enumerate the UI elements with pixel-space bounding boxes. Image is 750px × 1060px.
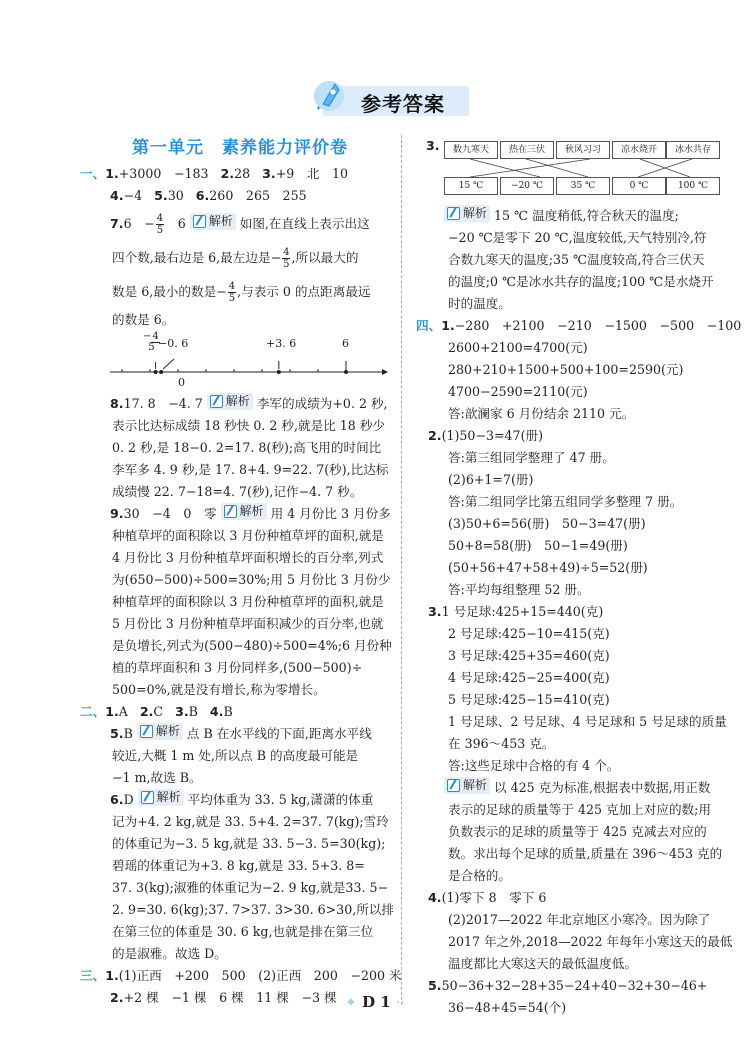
analysis-label xyxy=(137,723,183,740)
q7-line-4: 的数是 6。 xyxy=(112,312,175,327)
answer-banner xyxy=(323,86,469,116)
question-number: 5. xyxy=(154,188,168,203)
answer: 30 −4 0 零 xyxy=(123,506,217,521)
answer-line: 答:平均每组整理 52 册。 xyxy=(448,582,590,597)
explanation-line: 负数表示的足球的质量等于 425 克减去对应的 xyxy=(448,824,707,839)
right-column xyxy=(416,135,742,1019)
analysis-label-text: 解析 xyxy=(155,724,180,738)
explanation-line: 2. 9=30. 6(kg);37. 7>37. 3>30. 6>30,所以排 xyxy=(112,902,394,917)
section-marker: 一、 xyxy=(80,166,106,181)
answer-line: 温度都比大寒这天的最低温度低。 xyxy=(448,956,637,971)
answer: +3000 −183 xyxy=(118,166,209,181)
page-number: D 1 xyxy=(362,993,391,1011)
minus-sign: − xyxy=(143,331,152,342)
numerator: 4 xyxy=(156,213,164,224)
answer-line: 280+210+1500+500+100=2590(元) xyxy=(448,362,684,377)
explanation-text: 李军的成绩为+0. 2 秒, xyxy=(256,396,388,411)
q9-line-1 xyxy=(92,503,391,525)
answer-line: 答:第三组同学整理了 47 册。 xyxy=(448,450,615,465)
explanation-line: 李军多 4. 9 秒,是 17. 8+4. 9=22. 7(秒),比达标 xyxy=(112,462,389,477)
explanation-text: ,与表示 0 的点距离最远 xyxy=(237,284,371,299)
answer: 6 − xyxy=(123,216,155,231)
explanation-line: 种植草坪的面积除以 3 月份种植草坪的面积,就是 xyxy=(112,528,384,543)
unit-title: 第一单元 素养能力评价卷 xyxy=(132,138,348,158)
explanation-line: 较近,大概 1 m 处,所以点 B 的高度最可能是 xyxy=(112,748,359,763)
answer-line: (50+56+47+58+49)÷5=52(册) xyxy=(448,560,648,575)
explanation-line: 表示比达标成绩 18 秒快 0. 2 秒,就是比 18 秒少 xyxy=(112,418,386,433)
explanation-text: 点 B 在水平线的下面,距离水平线 xyxy=(186,726,372,741)
match-top-box: 冰水共存 xyxy=(666,141,720,159)
fraction xyxy=(156,213,164,236)
question-number: 9. xyxy=(110,506,124,521)
answer: −4 xyxy=(123,188,143,203)
match-line xyxy=(638,159,692,177)
q7-line-1 xyxy=(92,207,388,241)
q5-line-1 xyxy=(92,723,388,745)
section-3-line-1 xyxy=(80,965,402,987)
answer: +9 北 10 xyxy=(275,166,349,181)
match-bottom-box: 0 ℃ xyxy=(612,177,666,195)
analysis-label-text: 解析 xyxy=(239,504,264,518)
analysis-label xyxy=(221,503,267,520)
q3-analysis-line-1 xyxy=(428,777,720,799)
question-number: 2. xyxy=(139,704,154,719)
analysis-label-text: 解析 xyxy=(208,214,233,228)
explanation-line: 的温度;0 ℃是冰水共存的温度;100 ℃是水烧开 xyxy=(448,274,714,289)
answer: 260 265 255 xyxy=(209,188,307,203)
page-footer xyxy=(0,993,750,1011)
section-marker: 四、 xyxy=(416,318,442,333)
explanation-line: 0. 2 秒,是 18−0. 2=17. 8(秒);高飞用的时间比 xyxy=(112,440,382,455)
explanation-text: 用 4 月份比 3 月份多 xyxy=(270,506,391,521)
answer-line: 36−48+45=54(个) xyxy=(448,1000,567,1015)
match-top-box: 凉水烧开 xyxy=(612,141,666,159)
analysis-label xyxy=(190,213,236,230)
answer: 50−36+32−28+35−24+40−32+30−46+ xyxy=(441,978,708,993)
q7-line-3 xyxy=(92,275,388,309)
analysis-label-text: 解析 xyxy=(156,790,181,804)
question-number: 2. xyxy=(220,166,235,181)
matching-figure xyxy=(428,135,720,205)
explanation-line: 成绩慢 22. 7−18=4. 7(秒),记作−4. 7 秒。 xyxy=(112,484,363,499)
answer-line: 答:第二组同学比第五组同学多整理 7 册。 xyxy=(448,494,683,509)
q7-line-2 xyxy=(92,241,388,275)
answer: 28 xyxy=(234,166,251,181)
answer: 30 xyxy=(167,188,184,203)
answer: 1 号足球:425+15=440(克) xyxy=(441,604,604,619)
section-1-line-2 xyxy=(92,185,388,207)
pen-icon xyxy=(224,505,237,518)
question-number: 8. xyxy=(110,396,124,411)
answer-line: (2)6+1=7(册) xyxy=(448,472,534,487)
left-column xyxy=(80,135,402,1009)
fraction xyxy=(228,281,236,304)
match-bottom-box: −20 ℃ xyxy=(500,177,554,195)
explanation-line: 在第三位的体重是 30. 6 kg,也就是排在第三位 xyxy=(112,924,374,939)
explanation-line: 碧瑶的体重记为+3. 8 kg,就是 33. 5+3. 8= xyxy=(112,858,365,873)
question-number: 2. xyxy=(428,428,442,443)
match-top-box: 秋风习习 xyxy=(556,141,610,159)
point-neg-4-5 xyxy=(154,370,158,374)
pen-icon xyxy=(210,395,223,408)
numerator: 4 xyxy=(152,331,159,342)
q6-line-1 xyxy=(92,789,388,811)
answer-line: 答:这些足球中合格的有 4 个。 xyxy=(448,758,620,773)
pen-icon xyxy=(140,725,153,738)
answer-line: 2600+2100=4700(元) xyxy=(448,340,588,355)
explanation-line: 种植草坪的面积除以 3 月份种植草坪的面积,就是 xyxy=(112,594,384,609)
match-top-box: 热在三伏 xyxy=(500,141,554,159)
question-number: 4. xyxy=(110,188,124,203)
explanation-line: 记为+4. 2 kg,就是 33. 5+4. 2=37. 7(kg);雪玲 xyxy=(112,814,389,829)
question-number: 5. xyxy=(428,978,442,993)
section-4-q2 xyxy=(428,425,720,447)
numerator: 4 xyxy=(228,281,236,292)
q8-line-1 xyxy=(92,393,388,415)
label-neg-0-6: −0. 6 xyxy=(158,337,189,350)
section-4-q1 xyxy=(416,315,742,337)
answer: 6 xyxy=(165,216,186,231)
pen-icon xyxy=(141,791,154,804)
question-number: 6. xyxy=(195,188,210,203)
section-2-line-1 xyxy=(80,701,388,723)
explanation-line: 的是淑雅。故选 D。 xyxy=(112,946,227,961)
answer: +2 棵 −1 棵 6 棵 11 棵 −3 棵 xyxy=(123,990,337,1005)
explanation-line: 4 月份比 3 月份种植草坪面积增长的百分率,列式 xyxy=(112,550,384,565)
analysis-label-text: 解析 xyxy=(463,778,488,792)
answer-line: 4700−2590=2110(元) xyxy=(448,384,588,399)
answer-line: (2)2017—2022 年北京地区小寒冷。因为除了 xyxy=(448,912,711,927)
explanation-line: 500=0%,就是没有增长,称为零增长。 xyxy=(112,682,326,697)
pen-icon xyxy=(447,207,460,220)
pen-icon xyxy=(193,215,206,228)
fraction xyxy=(282,247,290,270)
explanation-text: ,所以最大的 xyxy=(291,250,359,265)
axis-arrow xyxy=(382,369,388,375)
answer: B xyxy=(123,726,133,741)
page-title: 参考答案 xyxy=(361,92,445,116)
section-4-q3 xyxy=(428,601,720,623)
explanation-line: 合数九寒天的温度;35 ℃温度较高,符合三伏天 xyxy=(448,252,705,267)
pen-icon xyxy=(447,779,460,792)
section-marker: 二、 xyxy=(80,704,106,719)
column-divider xyxy=(401,135,402,1005)
explanation-line: 的体重记为−3. 5 kg,就是 33. 5−3. 5=30(kg); xyxy=(112,836,386,851)
label-3-6: +3. 6 xyxy=(266,337,297,350)
explanation-text: 四个数,最右边是 6,最左边是− xyxy=(112,250,282,265)
analysis-label-text: 解析 xyxy=(463,206,488,220)
explanation-text: 15 ℃ 温度稍低,符合秋天的温度; xyxy=(494,208,679,223)
number-line-figure xyxy=(92,331,388,393)
answer-line: 50+8=58(册) 50−1=49(册) xyxy=(448,538,628,553)
explanation-line: 5 月份比 3 月份种植草坪面积减少的百分率,也就 xyxy=(112,616,384,631)
explanation-text: 平均体重为 33. 5 kg,潇潇的体重 xyxy=(187,792,374,807)
answer: (1)50−3=47(册) xyxy=(441,428,543,443)
answer: (1)正西 +200 500 (2)正西 200 −200 米 xyxy=(118,968,402,983)
section-marker: 三、 xyxy=(80,968,106,983)
denominator: 5 xyxy=(148,342,155,353)
answer-line: 答:歆澜家 6 月份结余 2110 元。 xyxy=(448,406,635,421)
question-number: 1. xyxy=(105,968,119,983)
question-number: 2. xyxy=(110,990,124,1005)
explanation-line: 为(650−500)÷500=30%;用 5 月份比 3 月份少 xyxy=(112,572,391,587)
answer: D xyxy=(123,792,134,807)
answer: B xyxy=(223,704,233,719)
explanation-line: 数。求出每个足球的质量,质量在 396～453 克的 xyxy=(448,846,723,861)
question-number: 3. xyxy=(262,166,276,181)
analysis-label xyxy=(444,777,490,794)
question-number: 4. xyxy=(209,704,224,719)
denominator: 5 xyxy=(283,259,290,270)
point-neg-0-6 xyxy=(159,370,163,374)
analysis-label xyxy=(138,789,184,806)
answer: −280 +2100 −210 −1500 −500 −100 xyxy=(454,318,742,333)
answer: A xyxy=(118,704,128,719)
answer-line: 1 号足球、2 号足球、4 号足球和 5 号足球的质量 xyxy=(448,714,727,729)
answer-line: 2 号足球:425−10=415(克) xyxy=(448,626,610,641)
answer: 17. 8 −4. 7 xyxy=(123,396,203,411)
answer: (1)零下 8 零下 6 xyxy=(441,890,547,905)
question-number: 4. xyxy=(428,890,442,905)
explanation-text: 以 425 克为标准,根据表中数据,用正数 xyxy=(494,780,711,795)
explanation-line: −1 m,故选 B。 xyxy=(112,770,202,785)
answer: B xyxy=(188,704,198,719)
explanation-text: 数是 6,最小的数是− xyxy=(112,284,227,299)
question-number: 3. xyxy=(175,704,189,719)
answer-line: (3)50+6=56(册) 50−3=47(册) xyxy=(448,516,646,531)
question-number: 6. xyxy=(110,792,124,807)
question-number: 3. xyxy=(428,604,442,619)
match-top-box: 数九寒天 xyxy=(444,141,498,159)
point-6 xyxy=(344,370,348,374)
explanation-text: 如图,在直线上表示出这 xyxy=(239,216,370,231)
match-line xyxy=(526,159,588,177)
answer-line: 3 号足球:425+35=460(克) xyxy=(448,648,610,663)
question-number: 3. xyxy=(426,138,440,153)
question-number: 5. xyxy=(110,726,124,741)
match-bottom-box: 35 ℃ xyxy=(556,177,610,195)
denominator: 5 xyxy=(228,293,236,304)
section-1-line-1 xyxy=(80,163,388,185)
question-number: 1. xyxy=(105,166,119,181)
explanation-line: −20 ℃是零下 20 ℃,温度较低,天气特别冷,符 xyxy=(448,230,707,245)
answer-line: 5 号足球:425−15=410(克) xyxy=(448,692,610,707)
denominator: 5 xyxy=(156,225,164,236)
rocket-icon xyxy=(309,74,349,114)
label-6: 6 xyxy=(342,337,349,350)
sparkle-icon: ✦ xyxy=(345,995,357,1011)
explanation-line: 表示的足球的质量等于 425 克加上对应的数;用 xyxy=(448,802,711,817)
numerator: 4 xyxy=(283,247,290,258)
point-3-6 xyxy=(277,370,281,374)
question-number: 7. xyxy=(110,216,124,231)
arrow-neg-0-6 xyxy=(163,359,174,369)
answer: C xyxy=(153,704,164,719)
section-4-q4 xyxy=(428,887,720,909)
question-number: 1. xyxy=(441,318,455,333)
answer-line: 在 396～453 克。 xyxy=(448,736,555,751)
question-number: 1. xyxy=(105,704,119,719)
explanation-line: 37. 3(kg);淑雅的体重记为−2. 9 kg,就是33. 5− xyxy=(112,880,389,895)
answer-line: 2017 年之外,2018—2022 年每年小寒这天的最低 xyxy=(448,934,733,949)
label-zero: 0 xyxy=(178,376,185,389)
analysis-label xyxy=(444,205,490,222)
analysis-label xyxy=(207,393,253,410)
explanation-line: 是合格的。 xyxy=(448,868,511,883)
explanation-line: 植的草坪面积和 3 月份同样多,(500−500)÷ xyxy=(112,660,363,675)
match-bottom-box: 15 ℃ xyxy=(444,177,498,195)
analysis-label-text: 解析 xyxy=(225,394,250,408)
sparkle-icon: ·· xyxy=(395,995,405,1011)
match-bottom-box: 100 ℃ xyxy=(666,177,720,195)
explanation-line: 是负增长,列式为(500−480)÷500=4%;6 月份种 xyxy=(112,638,392,653)
q3-analysis-line-1 xyxy=(428,205,720,227)
answer-line: 4 号足球:425−25=400(克) xyxy=(448,670,610,685)
explanation-line: 时的温度。 xyxy=(448,296,511,311)
